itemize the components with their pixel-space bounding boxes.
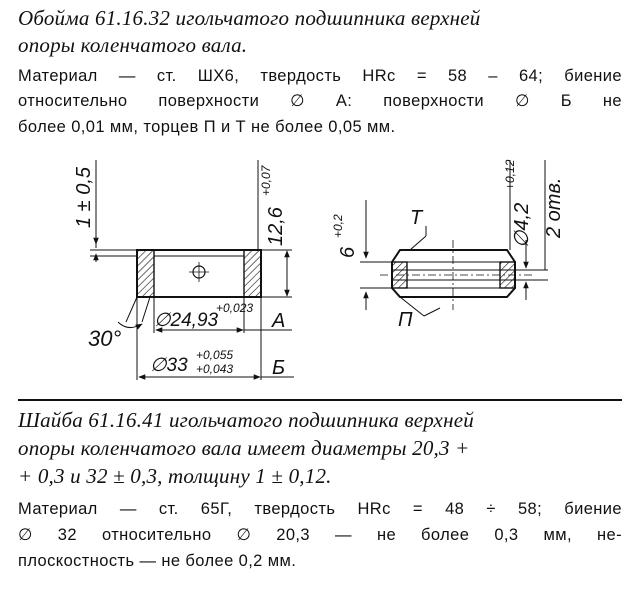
race-wall-right xyxy=(244,250,261,297)
surface-t-label: Т xyxy=(410,207,423,229)
part2-spec-line1: Материал — ст. 65Г, твердость HRc = 48 ÷ 58; биение xyxy=(18,500,622,518)
part2-title-line2: опоры коленчатого вала имеет диаметры 20,3 + xyxy=(18,436,470,460)
dim-outer-tolerance-upper: +0,055 xyxy=(196,348,234,362)
part1-title-line1: Обойма 61.16.32 игольчатого подшипника верхней xyxy=(18,6,481,30)
part1-spec-line3: более 0,01 мм, торцев П и Т не более 0,05 мм. xyxy=(18,118,396,136)
datum-b-label: Б xyxy=(272,357,286,379)
section-divider xyxy=(18,399,622,401)
race-side-outline xyxy=(392,250,515,297)
dim-height-label: 12,6 xyxy=(265,207,287,246)
side-height-tolerance: +0,2 xyxy=(331,214,345,238)
part2-title-line1: Шайба 61.16.41 игольчатого подшипника верхней xyxy=(18,408,474,432)
hole-diameter-tolerance: +0,12 xyxy=(503,159,517,190)
dim-outer-label: ∅33 xyxy=(150,355,188,376)
dim-height-tolerance: +0,07 xyxy=(259,165,273,196)
angle-label: 30° xyxy=(88,326,122,351)
part2-title-line3: + 0,3 и 32 ± 0,3, толщину 1 ± 0,12. xyxy=(18,464,332,488)
holes-count-label: 2 отв. xyxy=(543,177,565,238)
part2-spec-line3: плоскостность — не более 0,2 мм. xyxy=(18,552,297,570)
datum-a-label: А xyxy=(272,310,286,332)
part2-spec-line2: ∅ 32 относительно ∅ 20,3 — не более 0,3 мм, не- xyxy=(18,526,622,544)
part1-spec-line1: Материал — ст. ШХ6, твердость HRc = 58 – 64; биение xyxy=(18,67,622,85)
part1-title-line2: опоры коленчатого вала. xyxy=(18,33,248,57)
dim-inner-tolerance: +0,023 xyxy=(216,301,254,315)
dim-inner-label: ∅24,93 xyxy=(154,310,219,331)
dim-outer-tolerance-lower: +0,043 xyxy=(196,362,234,376)
race-wall-left xyxy=(137,250,154,297)
hole-diameter-label: ∅4,2 xyxy=(511,202,533,248)
side-height-label: 6 xyxy=(337,246,359,258)
dim-top-label: 1 ± 0,5 xyxy=(73,166,95,228)
surface-p-label: П xyxy=(398,309,413,331)
part1-spec-line2: относительно поверхности ∅ А: поверхности ∅ Б не xyxy=(18,92,622,110)
